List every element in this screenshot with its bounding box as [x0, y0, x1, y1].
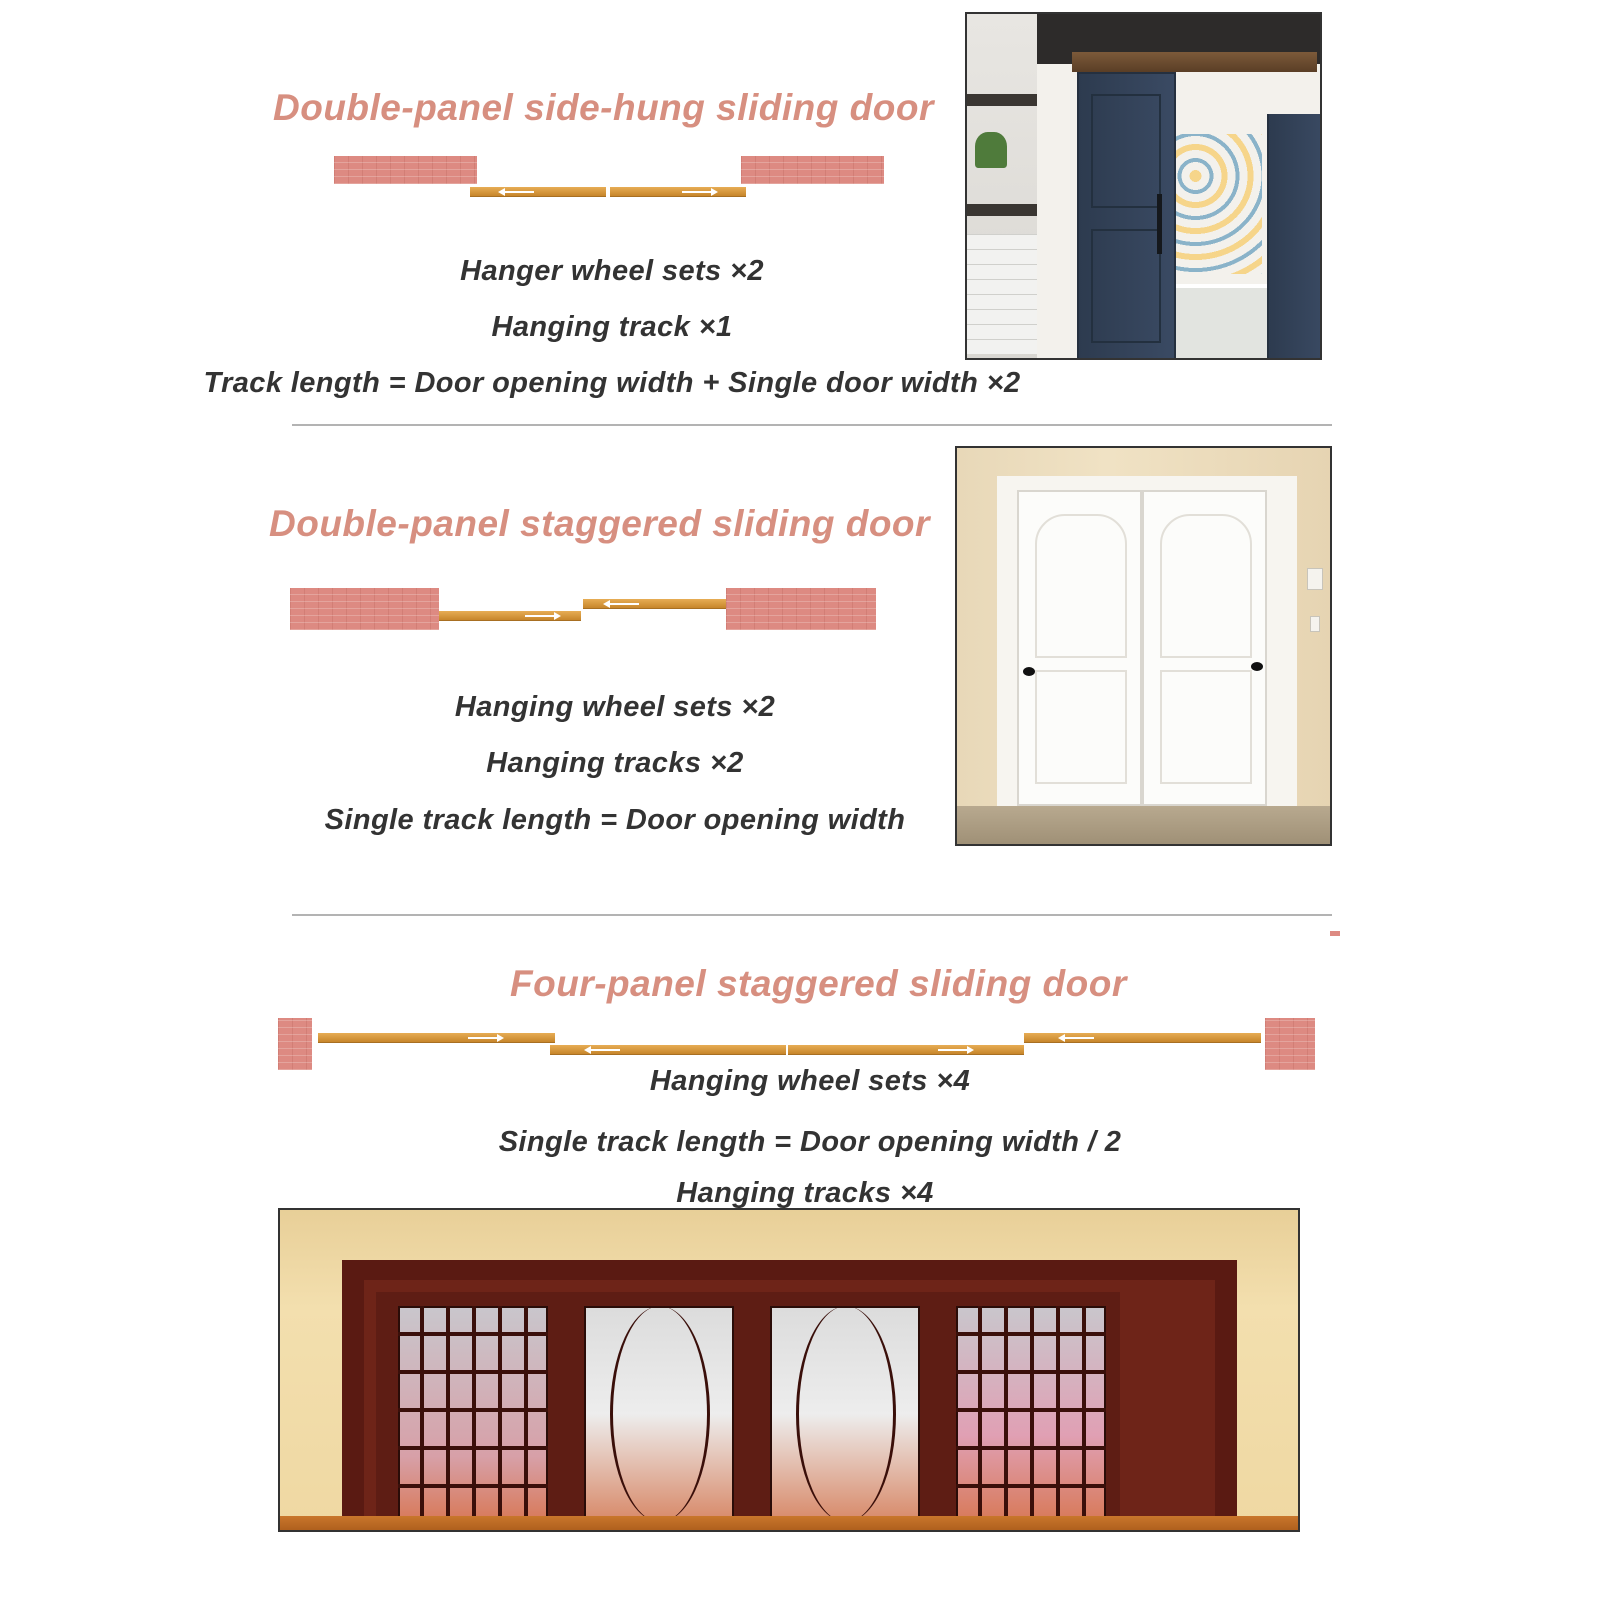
arrow-right-icon [938, 1049, 968, 1051]
door-panel [610, 187, 746, 197]
door-panel [318, 1033, 555, 1043]
section-staggered-double [0, 430, 1600, 870]
arrow-left-icon [590, 1049, 620, 1051]
door-panel [788, 1045, 1024, 1055]
wall-right [726, 588, 876, 630]
spec-line: Single track length = Door opening width [324, 804, 906, 836]
section-title: Four-panel staggered sliding door [510, 963, 1127, 1004]
door-panel [550, 1045, 786, 1055]
wall-right [1265, 1018, 1315, 1070]
section-title: Double-panel staggered sliding door [269, 503, 930, 544]
arrow-left-icon [1064, 1037, 1094, 1039]
spec-line: Hanging wheel sets ×2 [454, 691, 776, 723]
spec-line: Hanging tracks ×2 [486, 747, 744, 779]
arrow-left-icon [504, 191, 534, 193]
wall-left [334, 156, 477, 184]
arrow-right-icon [682, 191, 712, 193]
track-diagram [290, 588, 876, 634]
four-panel-door-photo [278, 1208, 1300, 1532]
arrow-right-icon [468, 1037, 498, 1039]
spec-line: Hanging tracks ×4 [676, 1177, 934, 1209]
arrow-left-icon [609, 603, 639, 605]
marker [1330, 931, 1340, 936]
door-panel [583, 599, 726, 609]
track-diagram [278, 1018, 1315, 1070]
section-title: Double-panel side-hung sliding door [273, 87, 934, 128]
spec-line: Hanger wheel sets ×2 [460, 255, 764, 287]
divider [292, 424, 1332, 426]
wall-right [741, 156, 884, 184]
spec-line: Single track length = Door opening width / 2 [498, 1126, 1122, 1158]
arrow-right-icon [525, 615, 555, 617]
wall-left [278, 1018, 312, 1070]
wall-left [290, 588, 439, 630]
section-staggered-four [0, 940, 1600, 1600]
section-side-hung [0, 0, 1600, 420]
closet-door-photo [955, 446, 1332, 846]
door-panel [470, 187, 606, 197]
spec-line: Hanging wheel sets ×4 [649, 1065, 971, 1097]
spec-line: Track length = Door opening width + Single door width ×2 [203, 367, 1021, 399]
track-diagram [334, 156, 884, 200]
divider [292, 914, 1332, 916]
barn-door-photo [965, 12, 1322, 360]
door-panel [1024, 1033, 1261, 1043]
door-panel [439, 611, 581, 621]
spec-line: Hanging track ×1 [491, 311, 733, 343]
